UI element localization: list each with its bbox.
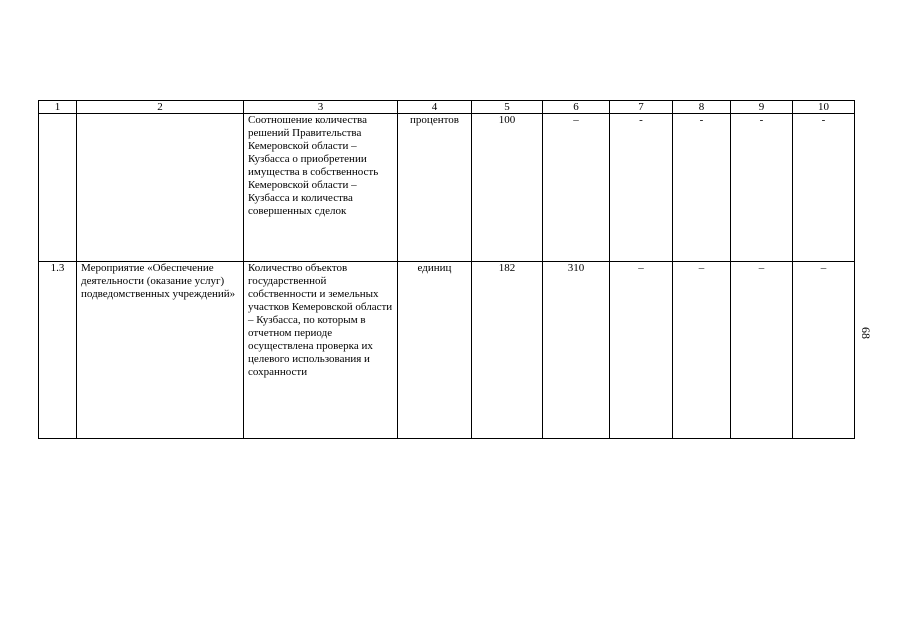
header-cell-5: 5: [472, 101, 543, 114]
value-cell-6: 310: [543, 262, 610, 439]
header-cell-1: 1: [39, 101, 77, 114]
header-cell-4: 4: [398, 101, 472, 114]
value-cell-9: -: [731, 114, 793, 262]
value-cell-9: –: [731, 262, 793, 439]
value-cell-8: -: [673, 114, 731, 262]
value-cell-10: –: [793, 262, 855, 439]
value-cell-6: –: [543, 114, 610, 262]
header-cell-2: 2: [77, 101, 244, 114]
value-cell-7: -: [610, 114, 673, 262]
page-number: 68: [859, 327, 873, 339]
unit-cell: единиц: [398, 262, 472, 439]
header-row: [39, 101, 855, 114]
indicator-cell: Соотношение количества решений Правительства Кемеровской области – Кузбасса о приобретении имущества в собственность Кемеровской области – Кузбасса и количества совершенных сделок: [244, 114, 398, 262]
event-cell: [77, 114, 244, 262]
table-row: [39, 262, 855, 439]
value-cell-5: 182: [472, 262, 543, 439]
value-cell-10: -: [793, 114, 855, 262]
header-cell-9: 9: [731, 101, 793, 114]
value-cell-8: –: [673, 262, 731, 439]
table-row: [39, 114, 855, 262]
indicator-cell: Количество объектов государственной собственности и земельных участков Кемеровской области – Кузбасса, по которым в отчетном периоде осуществлена проверка их целевого использования и сохранности: [244, 262, 398, 439]
event-cell: Мероприятие «Обеспечение деятельности (оказание услуг) подведомственных учреждений»: [77, 262, 244, 439]
indicators-table: [38, 100, 855, 439]
header-cell-3: 3: [244, 101, 398, 114]
value-cell-7: –: [610, 262, 673, 439]
unit-cell: процентов: [398, 114, 472, 262]
row-number-cell: 1.3: [39, 262, 77, 439]
header-cell-8: 8: [673, 101, 731, 114]
header-cell-6: 6: [543, 101, 610, 114]
row-number-cell: [39, 114, 77, 262]
header-cell-7: 7: [610, 101, 673, 114]
header-cell-10: 10: [793, 101, 855, 114]
value-cell-5: 100: [472, 114, 543, 262]
